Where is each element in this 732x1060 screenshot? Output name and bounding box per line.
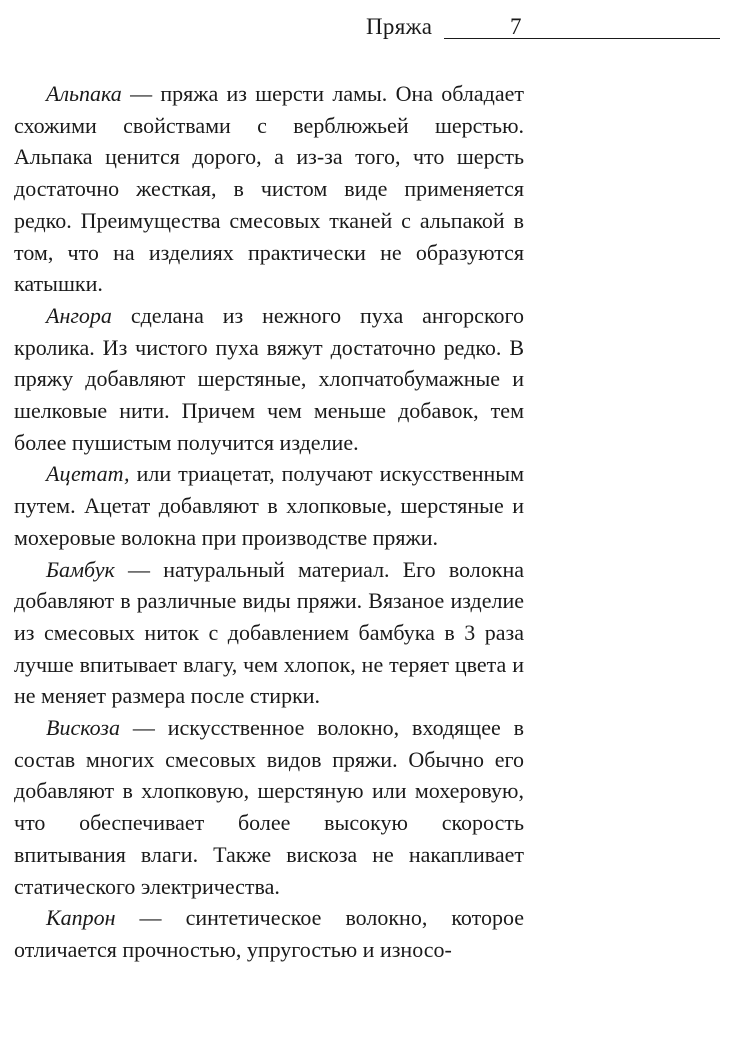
entry-term: Капрон xyxy=(46,905,116,931)
header-rule xyxy=(444,38,720,39)
entry-text: — пряжа из шерсти ламы. Она обладает схожими свойствами с верблюжьей шерстью. Альпака ценится дорого, а из-за того, что шерсть достаточно жесткая, в чистом виде применяется редко. Преимущества смесовых тканей с альпакой в том, что на изделиях практически не образуются катышки. xyxy=(14,81,524,297)
entry-term: Альпака xyxy=(46,81,122,106)
entry-viscose xyxy=(14,712,524,902)
entry-term: Бамбук xyxy=(46,556,115,582)
entry-angora xyxy=(14,300,524,459)
entry-alpaca xyxy=(14,78,524,300)
entry-text: — искусственное волокно, входящее в состав многих смесовых видов пряжи. Обычно его добавляют в хлопковую, шерстяную или мохеровую, что обеспечивает более высокую скорость впитывания влаги. Также вискоза не накапливает статического электричества. xyxy=(14,715,524,899)
entry-term: Ангора xyxy=(46,302,112,328)
entry-bamboo xyxy=(14,554,524,713)
body-text xyxy=(14,78,524,966)
entry-kapron xyxy=(14,902,524,965)
running-title: Пряжа xyxy=(366,14,433,39)
running-head xyxy=(360,14,720,42)
entry-term: Ацетат, xyxy=(46,461,130,487)
entry-text: сделана из нежного пуха ангорского кролика. Из чистого пуха вяжут достаточно редко. В пряжу добавляют шерстяные, хлопчатобумажные и шелковые нити. Причем чем меньше добавок, тем более пушистым получится изделие. xyxy=(14,302,524,455)
entry-text: — натуральный материал. Его волокна добавляют в различные виды пряжи. Вязаное изделие из смесовых ниток с добавлением бамбука в 3 раза лучше впитывает влагу, чем хлопок, не теряет цвета и не меняет размера после стирки. xyxy=(14,556,524,709)
page-number: 7 xyxy=(510,14,522,39)
entry-text: — синтетическое волокно, которое отличается прочностью, упругостью и износо- xyxy=(14,905,524,962)
entry-text: или триацетат, получают искусственным путем. Ацетат добавляют в хлопковые, шерстяные и мохеровые волокна при производстве пряжи. xyxy=(14,461,524,550)
entry-term: Вискоза xyxy=(46,715,120,741)
entry-acetate xyxy=(14,458,524,553)
